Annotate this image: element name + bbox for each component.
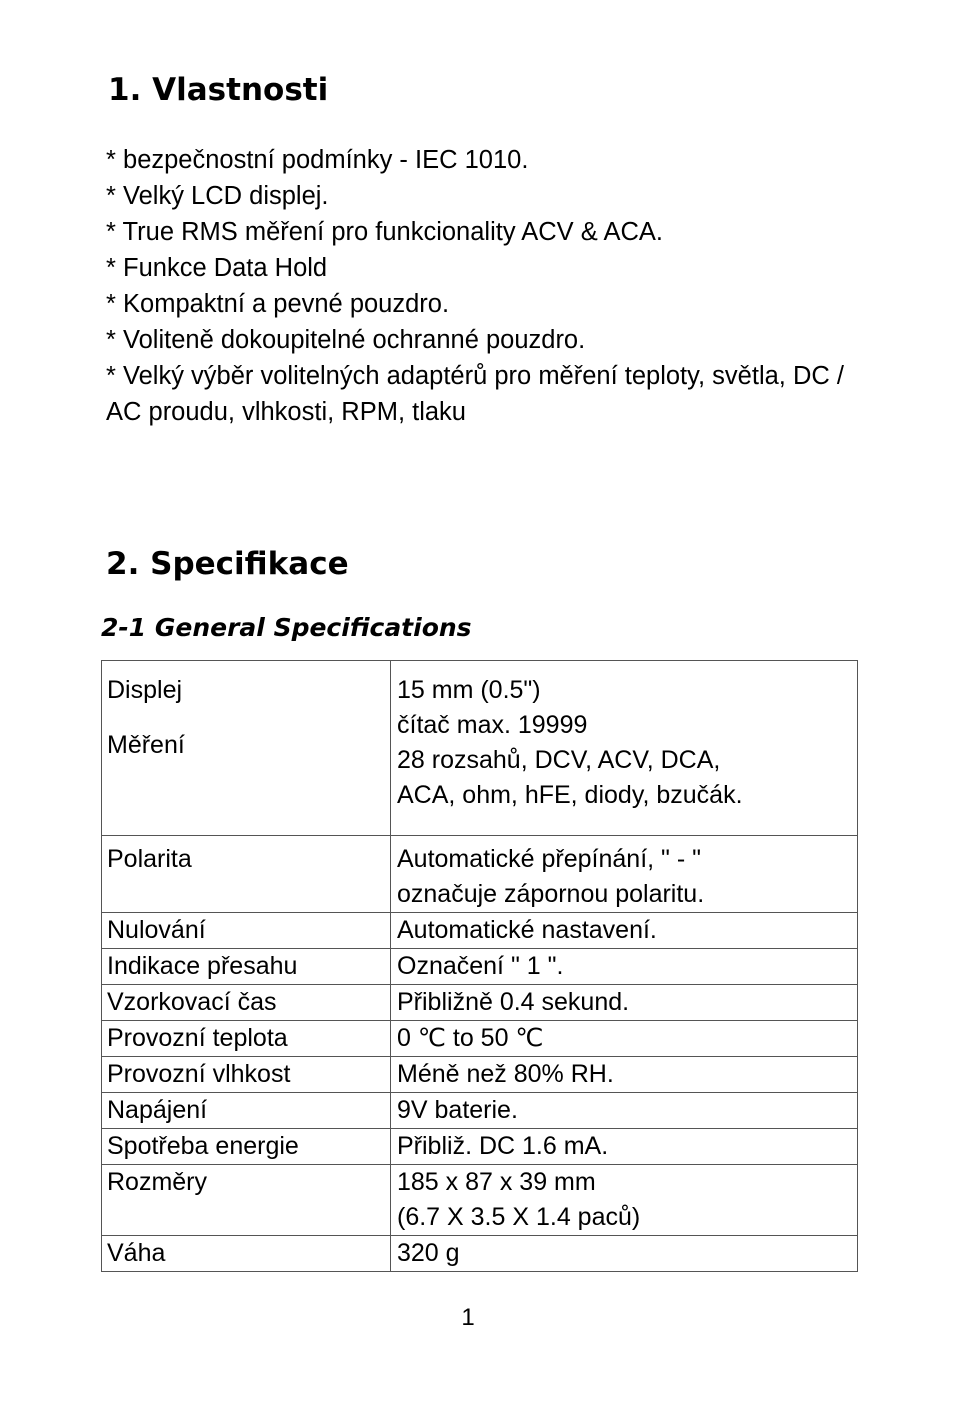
spec-value: Automatické přepínání, " - " — [397, 845, 702, 873]
table-row — [102, 1093, 858, 1129]
spec-value: Označení " 1 ". — [391, 949, 858, 985]
feature-item: * True RMS měření pro funkcionality ACV & ACA. — [106, 218, 663, 246]
spec-label: Napájení — [102, 1093, 391, 1129]
table-row — [102, 1165, 858, 1236]
spec-value: 15 mm (0.5") — [397, 676, 541, 704]
table-row — [102, 1057, 858, 1093]
spec-value: 9V baterie. — [391, 1093, 858, 1129]
section-1-heading: 1. Vlastnosti — [108, 72, 329, 108]
feature-item: * bezpečnostní podmínky - IEC 1010. — [106, 146, 529, 174]
table-row — [102, 949, 858, 985]
feature-item: * Kompaktní a pevné pouzdro. — [106, 290, 450, 318]
spec-label: Měření — [107, 731, 185, 759]
section-2-heading: 2. Specifikace — [106, 546, 349, 582]
spec-label: Vzorkovací čas — [102, 985, 391, 1021]
spec-value: 0 ℃ to 50 ℃ — [391, 1021, 858, 1057]
spec-value: 28 rozsahů, DCV, ACV, DCA, — [397, 746, 721, 774]
spec-label: Polarita — [102, 836, 391, 913]
page-number: 1 — [461, 1304, 475, 1331]
spec-value-cell — [391, 1165, 858, 1236]
table-row — [102, 985, 858, 1021]
features-list — [106, 142, 866, 430]
spec-label: Displej — [107, 676, 183, 704]
table-row — [102, 1129, 858, 1165]
spec-label: Nulování — [102, 913, 391, 949]
spec-value: označuje zápornou polaritu. — [397, 880, 705, 908]
specifications-table — [101, 660, 858, 1272]
spec-label: Rozměry — [102, 1165, 391, 1236]
feature-item: * Voliteně dokoupitelné ochranné pouzdro. — [106, 326, 586, 354]
spec-label: Provozní teplota — [102, 1021, 391, 1057]
spec-value: 185 x 87 x 39 mm — [397, 1168, 596, 1196]
spec-value: 320 g — [391, 1236, 858, 1272]
spec-value: Přibliž. DC 1.6 mA. — [391, 1129, 858, 1165]
feature-item: * Velký výběr volitelných adaptérů pro měření teploty, světla, DC / AC proudu, vlhkosti, RPM, tlaku — [106, 362, 844, 426]
spec-value: ACA, ohm, hFE, diody, bzučák. — [397, 781, 743, 809]
feature-item: * Velký LCD displej. — [106, 182, 329, 210]
spec-label-cell — [102, 661, 391, 836]
table-row — [102, 1236, 858, 1272]
general-specifications-heading: 2-1 General Specifications — [101, 613, 472, 642]
spec-value: čítač max. 19999 — [397, 711, 588, 739]
spec-value: Méně než 80% RH. — [391, 1057, 858, 1093]
spec-label: Indikace přesahu — [102, 949, 391, 985]
spec-label: Spotřeba energie — [102, 1129, 391, 1165]
spec-label: Provozní vlhkost — [102, 1057, 391, 1093]
spec-value: Přibližně 0.4 sekund. — [391, 985, 858, 1021]
spec-value-cell — [391, 661, 858, 836]
table-row — [102, 1021, 858, 1057]
spec-value: (6.7 X 3.5 X 1.4 paců) — [397, 1203, 641, 1231]
feature-item: * Funkce Data Hold — [106, 254, 328, 282]
spec-value-cell — [391, 836, 858, 913]
table-row — [102, 836, 858, 913]
spec-label: Váha — [102, 1236, 391, 1272]
table-row — [102, 913, 858, 949]
table-row — [102, 661, 858, 836]
spec-value: Automatické nastavení. — [391, 913, 858, 949]
